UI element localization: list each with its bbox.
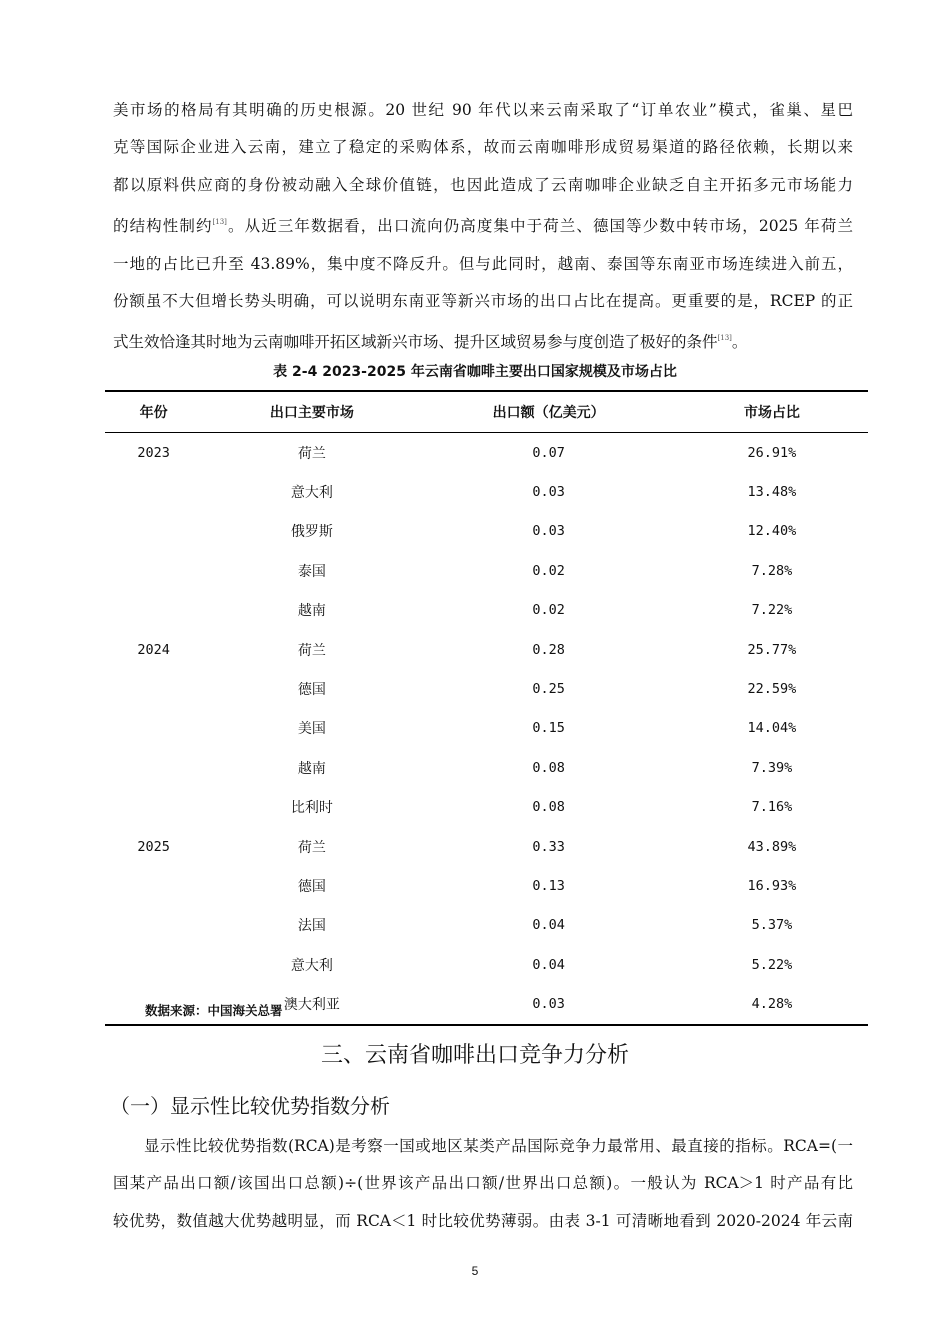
- text-line: 克等国际企业进入云南，建立了稳定的采购体系，故而云南咖啡形成贸易渠道的路径依赖，长期以来: [113, 138, 853, 157]
- cell-share: 22.59%: [747, 681, 797, 698]
- cell-market: 荷兰: [297, 445, 326, 462]
- cell-amount: 0.04: [532, 956, 565, 973]
- table-row: [105, 669, 868, 708]
- cell-share: 5.22%: [751, 956, 793, 973]
- cell-market: 美国: [297, 721, 326, 738]
- cell-amount: 0.08: [532, 799, 565, 816]
- cell-share: 12.40%: [747, 523, 797, 540]
- text-line-with-citation: [113, 204, 853, 245]
- table-row: [105, 906, 868, 945]
- cell-share: 5.37%: [751, 917, 793, 934]
- cell-year: [105, 788, 202, 827]
- header-share: 市场占比: [676, 391, 868, 433]
- cell-share: 43.89%: [747, 838, 797, 855]
- cell-amount: 0.07: [532, 444, 565, 461]
- subsection-heading: （一）显示性比较优势指数分析: [110, 1094, 390, 1118]
- table-row: [105, 788, 868, 827]
- text-line: 较优势，数值越大优势越明显，而 RCA＜1 时比较优势薄弱。由表 3-1 可清晰地看到 2020-2024 年云南: [113, 1211, 853, 1230]
- header-amount: 出口额（亿美元）: [422, 391, 676, 433]
- table-row: [105, 709, 868, 748]
- cell-market: 泰国: [297, 563, 326, 580]
- cell-amount: 0.15: [532, 720, 565, 737]
- cell-market: 法国: [297, 918, 326, 935]
- table-row: [105, 945, 868, 984]
- cell-share: 7.39%: [751, 759, 793, 776]
- table-row: [105, 472, 868, 511]
- table-row: [105, 748, 868, 787]
- cell-market: 俄罗斯: [290, 524, 333, 541]
- text-line: 国某产品出口额/该国出口总额)÷(世界该产品出口额/世界出口总额)。一般认为 RCA＞1 时产品有比: [113, 1174, 853, 1193]
- cell-market: 德国: [297, 878, 326, 895]
- table-row: [105, 866, 868, 905]
- table-body: [105, 433, 868, 1025]
- cell-year: [105, 866, 202, 905]
- cell-amount: 0.03: [532, 484, 565, 501]
- body-paragraph-2: [113, 1128, 853, 1240]
- cell-market: 荷兰: [297, 839, 326, 856]
- body-paragraph-1: [113, 92, 853, 362]
- cell-year: [105, 945, 202, 984]
- cell-market: 越南: [297, 603, 326, 620]
- cell-amount: 0.28: [532, 641, 565, 658]
- cell-market: 比利时: [290, 800, 333, 817]
- cell-amount: 0.25: [532, 681, 565, 698]
- table-row: [105, 433, 868, 473]
- cell-amount: 0.08: [532, 759, 565, 776]
- cell-year: [105, 551, 202, 590]
- cell-share: 7.16%: [751, 799, 793, 816]
- cell-share: 7.22%: [751, 602, 793, 619]
- text-line-with-citation: [113, 320, 853, 361]
- cell-year: [105, 512, 202, 551]
- cell-amount: 0.02: [532, 602, 565, 619]
- section-heading: 三、云南省咖啡出口竞争力分析: [320, 1043, 629, 1068]
- cell-amount: 0.04: [532, 917, 565, 934]
- cell-share: 7.28%: [751, 562, 793, 579]
- text-line: 都以原料供应商的身份被动融入全球价值链，也因此造成了云南咖啡企业缺乏自主开拓多元市场能力: [113, 175, 853, 194]
- cell-year: [105, 472, 202, 511]
- citation-ref: [13]: [717, 334, 732, 343]
- table-row: [105, 551, 868, 590]
- cell-year: 2023: [137, 444, 170, 461]
- export-markets-table: [105, 390, 868, 1026]
- cell-market: 意大利: [290, 957, 333, 974]
- table-row: [105, 591, 868, 630]
- cell-market: 荷兰: [297, 642, 326, 659]
- cell-share: 16.93%: [747, 877, 797, 894]
- text-segment: 的结构性制约: [113, 217, 213, 236]
- cell-share: 4.28%: [676, 984, 868, 1024]
- cell-amount: 0.02: [532, 562, 565, 579]
- cell-year: [105, 906, 202, 945]
- table-header-row: [105, 391, 868, 433]
- text-line: 美市场的格局有其明确的历史根源。20 世纪 90 年代以来云南采取了“订单农业”模式，雀巢、星巴: [113, 101, 853, 119]
- cell-share: 13.48%: [747, 484, 797, 501]
- cell-market: 意大利: [290, 485, 333, 502]
- cell-market: 澳大利亚: [202, 984, 421, 1024]
- text-line: 一地的占比已升至 43.89%，集中度不降反升。但与此同时，越南、泰国等东南亚市场连续进入前五，: [113, 254, 853, 273]
- cell-year: [105, 669, 202, 708]
- text-line: 份额虽不大但增长势头明确，可以说明东南亚等新兴市场的出口占比在提高。更重要的是，RCEP 的正: [113, 292, 853, 311]
- cell-amount: 0.33: [532, 838, 565, 855]
- text-segment: 式生效恰逢其时地为云南咖啡开拓区域新兴市场、提升区域贸易参与度创造了极好的条件: [113, 333, 718, 352]
- table-caption: 表 2-4 2023-2025 年云南省咖啡主要出口国家规模及市场占比: [273, 364, 677, 380]
- header-market: 出口主要市场: [202, 391, 421, 433]
- header-year: 年份: [105, 391, 202, 433]
- cell-amount: 0.03: [532, 523, 565, 540]
- table-row: [105, 630, 868, 669]
- cell-share: 14.04%: [747, 720, 797, 737]
- cell-year: [105, 748, 202, 787]
- cell-market: 德国: [297, 682, 326, 699]
- cell-year: 2025: [137, 838, 170, 855]
- table-row: [105, 827, 868, 866]
- cell-year: [105, 591, 202, 630]
- text-line: 显示性比较优势指数(RCA)是考察一国或地区某类产品国际竞争力最常用、最直接的指标。RCA=(一: [144, 1137, 853, 1155]
- text-segment: 。从近三年数据看，出口流向仍高度集中于荷兰、德国等少数中转市场，2025 年荷兰: [226, 217, 853, 236]
- cell-share: 26.91%: [747, 444, 797, 461]
- cell-year: [105, 709, 202, 748]
- data-source-note: 数据来源：中国海关总署: [145, 1003, 283, 1018]
- cell-amount: 0.13: [532, 877, 565, 894]
- citation-ref: [13]: [212, 218, 227, 227]
- table-row: [105, 512, 868, 551]
- page-number: 5: [471, 1264, 479, 1278]
- cell-share: 25.77%: [747, 641, 797, 658]
- cell-year: 2024: [137, 641, 170, 658]
- text-segment: 。: [731, 333, 748, 352]
- cell-amount: 0.03: [422, 984, 676, 1024]
- cell-market: 越南: [297, 760, 326, 777]
